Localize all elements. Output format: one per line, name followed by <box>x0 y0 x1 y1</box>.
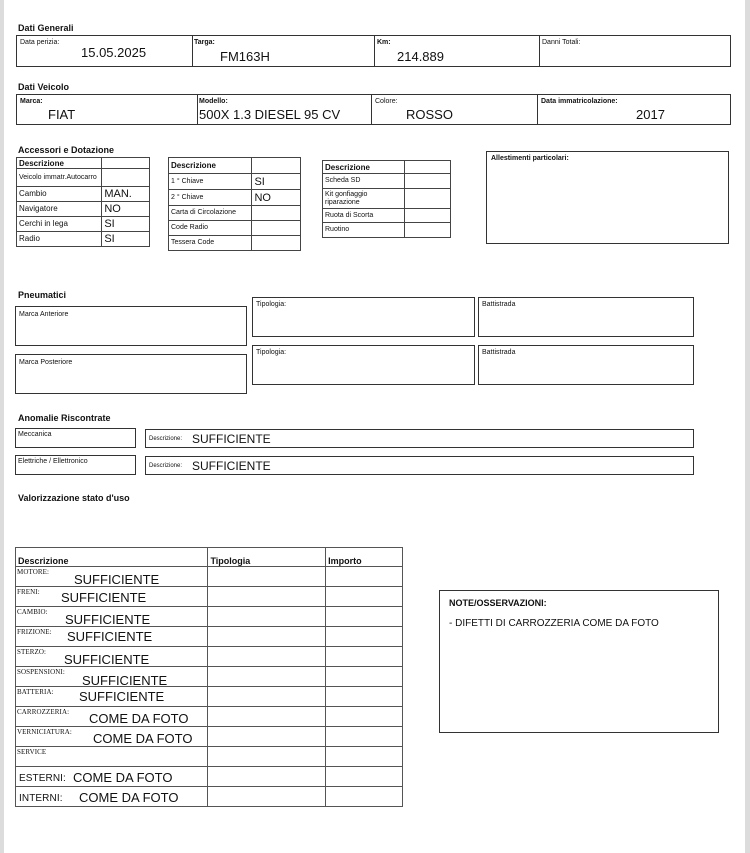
targa-value: FM163H <box>220 49 270 64</box>
tipologia-cell <box>208 727 326 747</box>
importo-cell <box>326 647 403 667</box>
tipologia-cell <box>208 587 326 607</box>
valorizzazione-row-label: ESTERNI: <box>19 773 66 784</box>
accessori-row-label: Cambio <box>17 187 102 202</box>
tipologia-cell <box>208 627 326 647</box>
accessori-row-label: Scheda SD <box>323 174 405 189</box>
accessori-row-label: Kit gonfiaggio riparazione <box>323 189 405 209</box>
accessori-row-label: Code Radio <box>169 221 252 236</box>
valorizzazione-row <box>16 707 403 727</box>
valorizzazione-row-label: MOTORE: <box>17 568 50 576</box>
note-box <box>439 590 719 733</box>
marca-posteriore-box <box>15 354 247 394</box>
accessori-row-label: Veicolo immatr.Autocarro <box>17 169 102 187</box>
modello-value: 500X 1.3 DIESEL 95 CV <box>199 107 341 122</box>
data-perizia-label: Data perizia: <box>20 39 60 46</box>
data-perizia-value: 15.05.2025 <box>81 45 147 60</box>
valorizzazione-row <box>16 647 403 667</box>
valorizzazione-title: Valorizzazione stato d'uso <box>18 493 130 503</box>
allestimenti-label: Allestimenti particolari: <box>491 155 569 162</box>
marca-posteriore-label: Marca Posteriore <box>19 359 73 366</box>
valorizzazione-row <box>16 627 403 647</box>
valorizzazione-row <box>16 587 403 607</box>
elettriche-label: Elettriche / Ellettronico <box>18 458 88 465</box>
accessori-table-1-header: Descrizione <box>17 158 102 169</box>
accessori-row-value: SI <box>102 232 150 247</box>
colore-label: Colore: <box>375 98 398 105</box>
header-importo: Importo <box>326 548 403 567</box>
accessori-row-value: MAN. <box>102 187 150 202</box>
valorizzazione-row-value: COME DA FOTO <box>89 711 189 726</box>
marca-anteriore-box <box>15 306 247 346</box>
dati-generali-box <box>16 35 731 67</box>
km-label: Km: <box>377 39 391 46</box>
descrizione-label: Descrizione: <box>149 436 183 442</box>
valorizzazione-row-label: VERNICIATURA: <box>17 728 72 736</box>
tipologia-anteriore-box <box>252 297 475 337</box>
valorizzazione-row <box>16 687 403 707</box>
header-tipologia: Tipologia <box>208 548 326 567</box>
accessori-row-value <box>404 189 450 209</box>
allestimenti-box <box>486 151 729 244</box>
valorizzazione-row-value: SUFFICIENTE <box>64 652 150 667</box>
accessori-row-label: Radio <box>17 232 102 247</box>
valorizzazione-row-value: SUFFICIENTE <box>61 590 147 605</box>
valorizzazione-row-label: SOSPENSIONI: <box>17 668 65 676</box>
elettriche-desc-box <box>145 456 694 475</box>
accessori-row-value <box>102 169 150 187</box>
valorizzazione-row-value: SUFFICIENTE <box>65 612 151 627</box>
meccanica-desc-box <box>145 429 694 448</box>
header-descrizione: Descrizione <box>16 548 208 567</box>
valorizzazione-row <box>16 567 403 587</box>
note-title: NOTE/OSSERVAZIONI: <box>449 598 547 608</box>
importo-cell <box>326 687 403 707</box>
valorizzazione-row-label: CARROZZERIA: <box>17 708 70 716</box>
valorizzazione-row-value: COME DA FOTO <box>73 770 173 785</box>
tipologia-cell <box>208 667 326 687</box>
importo-cell <box>326 727 403 747</box>
valorizzazione-row-label: FRIZIONE: <box>17 628 52 636</box>
tipologia-cell <box>208 767 326 787</box>
valorizzazione-row <box>16 607 403 627</box>
tipologia-cell <box>208 747 326 767</box>
page-right-edge <box>745 0 750 853</box>
tipologia-cell <box>208 707 326 727</box>
valorizzazione-row-label: INTERNI: <box>19 793 63 804</box>
marca-label: Marca: <box>20 98 43 105</box>
modello-label: Modello: <box>199 98 228 105</box>
accessori-table-2 <box>168 157 301 251</box>
battistrada-anteriore-box <box>478 297 694 337</box>
valorizzazione-row-value: SUFFICIENTE <box>82 673 168 688</box>
accessori-row-label: Navigatore <box>17 202 102 217</box>
valorizzazione-row-value: COME DA FOTO <box>93 731 193 746</box>
km-value: 214.889 <box>397 49 444 64</box>
valorizzazione-row-label: FRENI: <box>17 588 40 596</box>
accessori-table-2-header: Descrizione <box>169 158 252 174</box>
importo-cell <box>326 567 403 587</box>
importo-cell <box>326 747 403 767</box>
accessori-table-3-header: Descrizione <box>323 161 405 174</box>
accessori-row-value: NO <box>252 190 301 206</box>
anomalie-title: Anomalie Riscontrate <box>18 413 111 423</box>
importo-cell <box>326 667 403 687</box>
importo-cell <box>326 787 403 807</box>
accessori-row-label: 1 ° Chiave <box>169 174 252 190</box>
meccanica-value: SUFFICIENTE <box>192 432 271 446</box>
danni-totali-label: Danni Totali: <box>542 39 581 46</box>
marca-value: FIAT <box>48 107 76 122</box>
accessori-row-value <box>252 236 301 251</box>
valorizzazione-row-label: STERZO: <box>17 648 47 656</box>
accessori-row-label: 2 ° Chiave <box>169 190 252 206</box>
importo-cell <box>326 767 403 787</box>
accessori-row-value: SI <box>102 217 150 232</box>
accessori-row-value <box>252 206 301 221</box>
valorizzazione-row-value: SUFFICIENTE <box>74 572 160 587</box>
accessori-row-label: Carta di Circolazione <box>169 206 252 221</box>
valorizzazione-row-value: COME DA FOTO <box>79 790 179 805</box>
accessori-row-value <box>404 209 450 223</box>
tipologia-cell <box>208 567 326 587</box>
elettriche-value: SUFFICIENTE <box>192 459 271 473</box>
dati-veicolo-title: Dati Veicolo <box>18 82 70 92</box>
immatricolazione-value: 2017 <box>636 107 665 122</box>
tipologia-posteriore-box <box>252 345 475 385</box>
valorizzazione-row-label: SERVICE <box>17 748 47 756</box>
tipologia-cell <box>208 607 326 627</box>
valorizzazione-row <box>16 727 403 747</box>
meccanica-label: Meccanica <box>18 431 52 438</box>
descrizione-label: Descrizione: <box>149 463 183 469</box>
importo-cell <box>326 627 403 647</box>
colore-value: ROSSO <box>406 107 453 122</box>
accessori-row-label: Cerchi in lega <box>17 217 102 232</box>
valorizzazione-row <box>16 787 403 807</box>
valorizzazione-row-label: CAMBIO: <box>17 608 48 616</box>
valorizzazione-row-label: BATTERIA: <box>17 688 54 696</box>
accessori-table-3 <box>322 160 451 238</box>
accessori-row-value <box>252 221 301 236</box>
battistrada-label: Battistrada <box>482 301 516 308</box>
valorizzazione-row-value: SUFFICIENTE <box>79 689 165 704</box>
note-text: - DIFETTI DI CARROZZERIA COME DA FOTO <box>449 618 659 629</box>
accessori-row-value: SI <box>252 174 301 190</box>
accessori-row-value: NO <box>102 202 150 217</box>
tipologia-cell <box>208 647 326 667</box>
accessori-row-label: Tessera Code <box>169 236 252 251</box>
accessori-row-value <box>404 223 450 238</box>
accessori-row-value <box>404 174 450 189</box>
accessori-row-label: Ruota di Scorta <box>323 209 405 223</box>
targa-label: Targa: <box>194 39 215 46</box>
tipologia-label: Tipologia: <box>256 301 287 308</box>
elettriche-box <box>15 455 136 475</box>
battistrada-label: Battistrada <box>482 349 516 356</box>
immatricolazione-label: Data immatricolazione: <box>541 98 618 105</box>
dati-generali-title: Dati Generali <box>18 23 74 33</box>
tipologia-label: Tipologia: <box>256 349 287 356</box>
meccanica-box <box>15 428 136 448</box>
dati-veicolo-box <box>16 94 731 125</box>
accessori-table-1 <box>16 157 150 247</box>
importo-cell <box>326 607 403 627</box>
accessori-row-label: Ruotino <box>323 223 405 238</box>
accessori-title: Accessori e Dotazione <box>18 145 115 155</box>
valorizzazione-table <box>15 547 403 807</box>
valorizzazione-row <box>16 767 403 787</box>
valorizzazione-row <box>16 667 403 687</box>
importo-cell <box>326 587 403 607</box>
pneumatici-title: Pneumatici <box>18 290 67 300</box>
valorizzazione-row <box>16 747 403 767</box>
valorizzazione-row-value: SUFFICIENTE <box>67 629 153 644</box>
battistrada-posteriore-box <box>478 345 694 385</box>
tipologia-cell <box>208 687 326 707</box>
tipologia-cell <box>208 787 326 807</box>
importo-cell <box>326 707 403 727</box>
marca-anteriore-label: Marca Anteriore <box>19 311 69 318</box>
document-page <box>4 0 745 853</box>
